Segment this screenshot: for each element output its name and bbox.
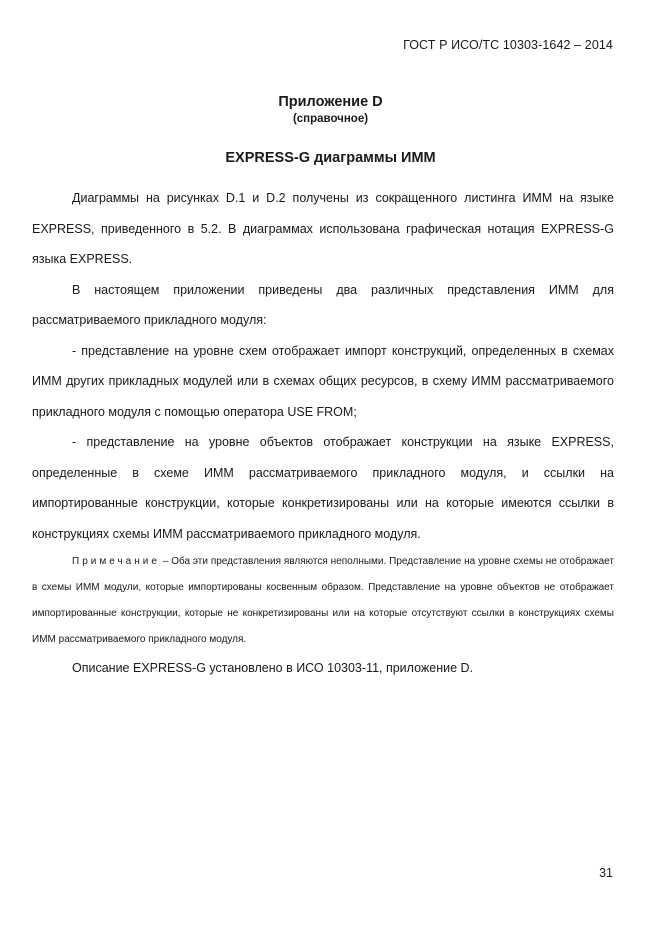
list-item-object-level: - представление на уровне объектов отображает конструкции на языке EXPRESS, определенные в схеме ИММ рассматриваемого прикладного модуля, и ссылки на импортированные конструкции, которые конкретизированы или на которые имеются ссылки в конструкциях схемы ИММ рассматриваемого прикладного модуля. <box>32 435 614 541</box>
section-title: EXPRESS-G диаграммы ИММ <box>225 150 436 166</box>
paragraph-representations: В настоящем приложении приведены два различных представления ИММ для рассматриваемого прикладного модуля: <box>32 282 614 327</box>
standard-code-header: ГОСТ Р ИСО/ТС 10303-1642 – 2014 <box>403 38 613 52</box>
note <box>32 549 614 653</box>
note-dash: – <box>159 556 172 567</box>
page-number: 31 <box>599 866 613 880</box>
paragraph-closing: Описание EXPRESS-G установлено в ИСО 10303-11, приложение D. <box>72 661 474 675</box>
annex-subtitle: (справочное) <box>292 113 369 125</box>
annex-title: Приложение D <box>278 94 383 110</box>
paragraph-intro: Диаграммы на рисунках D.1 и D.2 получены из сокращенного листинга ИММ на языке EXPRESS, приведенного в 5.2. В диаграммах использована графическая нотация EXPRESS-G языка EXPRESS. <box>32 191 614 266</box>
note-text: Оба эти представления являются неполными. Представление на уровне схемы не отображает в схемы ИММ модули, которые импортированы косвенным образом. Представление на уровне объектов не отображает импортированные конструкции, которые не конкретизированы или на которые отсутствуют ссылки в конструкциях схемы ИММ рассматриваемого прикладного модуля. <box>32 556 614 645</box>
list-item-schema-level: - представление на уровне схем отображает импорт конструкций, определенных в схемах ИММ других прикладных модулей или в схемах общих ресурсов, в схему ИММ рассматриваемого прикладного модуля с помощью оператора USE FROM; <box>32 343 614 419</box>
note-label: Примечание <box>72 556 160 567</box>
document-body <box>32 183 614 684</box>
